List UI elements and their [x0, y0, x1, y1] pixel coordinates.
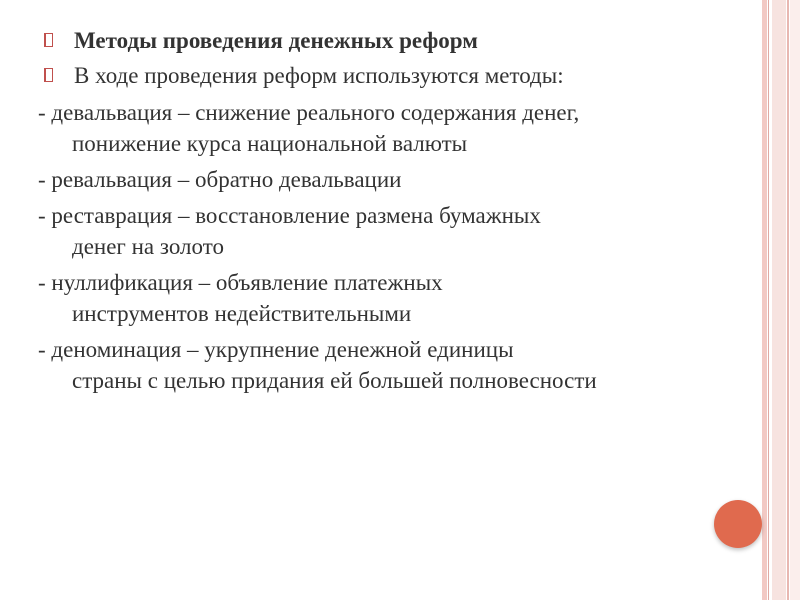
- square-bullet-icon: [44, 68, 53, 82]
- item-text: - реставрация – восстановление размена бумажных: [38, 203, 541, 228]
- decorative-circle: [714, 500, 762, 548]
- list-item-devaluation: [38, 97, 738, 159]
- item-continuation: денег на золото: [72, 234, 224, 259]
- decorative-stripe: [768, 0, 769, 600]
- slide-content: [38, 24, 738, 396]
- item-text: - ревальвация – обратно девальвации: [38, 167, 402, 192]
- list-item-revaluation: [38, 164, 738, 195]
- item-text: - нуллификация – объявление платежных: [38, 270, 443, 295]
- item-continuation: страны с целью придания ей большей полновесности: [72, 368, 597, 393]
- intro-line: [38, 59, 738, 92]
- list-item-nullification: [38, 267, 738, 329]
- intro-text: В ходе проведения реформ используются методы:: [74, 63, 564, 88]
- list-item-restoration: [38, 200, 738, 262]
- slide-title: [38, 24, 738, 57]
- square-bullet-icon: [44, 33, 53, 47]
- list-item-denomination: [38, 334, 738, 396]
- item-continuation: понижение курса национальной валюты: [72, 131, 468, 156]
- decorative-stripe: [787, 0, 789, 600]
- item-continuation: инструментов недействительными: [72, 301, 412, 326]
- item-text: - девальвация – снижение реального содержания денег,: [38, 100, 580, 125]
- decorative-stripe: [762, 0, 767, 600]
- title-text: Методы проведения денежных реформ: [74, 28, 478, 53]
- decorative-stripe: [772, 0, 786, 600]
- item-text: - деноминация – укрупнение денежной единицы: [38, 337, 514, 362]
- decorative-stripe: [790, 0, 800, 600]
